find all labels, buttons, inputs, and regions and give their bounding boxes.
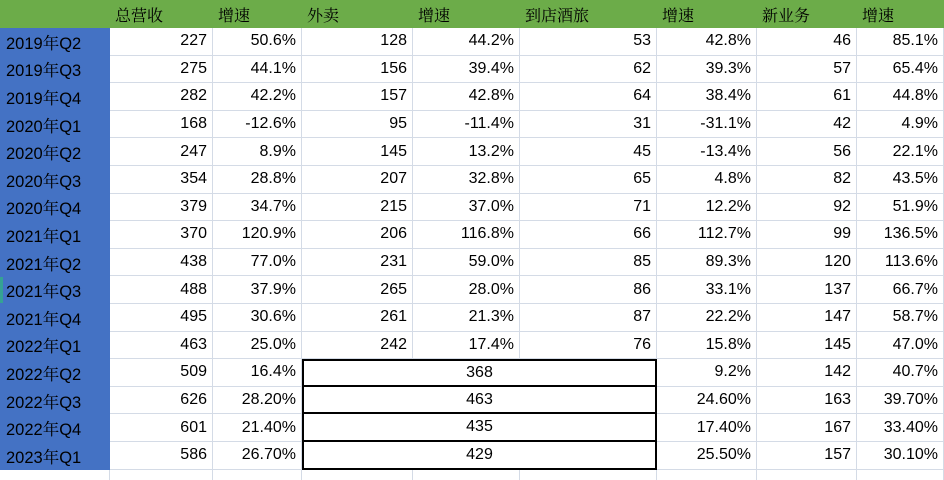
cell[interactable]: 438: [110, 249, 213, 277]
cell[interactable]: 601: [110, 414, 213, 442]
cell[interactable]: 25.50%: [657, 442, 757, 470]
cell[interactable]: 77.0%: [213, 249, 302, 277]
cell[interactable]: 76: [520, 332, 657, 360]
row-header-quarter[interactable]: 2020年Q2: [0, 138, 110, 166]
header-corner-cell[interactable]: [0, 0, 110, 28]
cell[interactable]: 463: [110, 332, 213, 360]
cell[interactable]: 42.8%: [657, 28, 757, 56]
table-row: [0, 83, 944, 111]
merged-cell[interactable]: 429: [302, 442, 657, 470]
cell[interactable]: 163: [757, 387, 857, 415]
cell[interactable]: 33.1%: [657, 276, 757, 304]
cell[interactable]: 157: [757, 442, 857, 470]
cell[interactable]: 17.40%: [657, 414, 757, 442]
cell[interactable]: 92: [757, 194, 857, 222]
cell[interactable]: 22.1%: [857, 138, 944, 166]
cell[interactable]: 44.8%: [857, 83, 944, 111]
table-row: [0, 166, 944, 194]
cell[interactable]: 282: [110, 83, 213, 111]
row-header-quarter[interactable]: 2019年Q4: [0, 83, 110, 111]
cell[interactable]: 45: [520, 138, 657, 166]
table-row: [0, 387, 944, 415]
cell[interactable]: 247: [110, 138, 213, 166]
cell[interactable]: 509: [110, 359, 213, 387]
cell[interactable]: 488: [110, 276, 213, 304]
cell[interactable]: 86: [520, 276, 657, 304]
cell[interactable]: 53: [520, 28, 657, 56]
cell[interactable]: 82: [757, 166, 857, 194]
cell[interactable]: 113.6%: [857, 249, 944, 277]
cell[interactable]: 26.70%: [213, 442, 302, 470]
cell[interactable]: 137: [757, 276, 857, 304]
cell[interactable]: 71: [520, 194, 657, 222]
table-row: [0, 221, 944, 249]
table-row: [0, 304, 944, 332]
cell[interactable]: 33.40%: [857, 414, 944, 442]
header-col-total-revenue[interactable]: 总营收: [110, 0, 213, 28]
cell[interactable]: 39.4%: [413, 56, 520, 84]
cell[interactable]: 31: [520, 111, 657, 139]
empty-cell[interactable]: [520, 470, 657, 480]
cell[interactable]: 64: [520, 83, 657, 111]
cell[interactable]: 145: [302, 138, 413, 166]
cell[interactable]: 95: [302, 111, 413, 139]
cell[interactable]: 66: [520, 221, 657, 249]
cell[interactable]: 50.6%: [213, 28, 302, 56]
cell[interactable]: 30.10%: [857, 442, 944, 470]
cell[interactable]: 157: [302, 83, 413, 111]
cell[interactable]: 21.3%: [413, 304, 520, 332]
row-header-quarter[interactable]: 2020年Q1: [0, 111, 110, 139]
cell[interactable]: 586: [110, 442, 213, 470]
empty-cell[interactable]: [302, 470, 413, 480]
table-row: [0, 111, 944, 139]
row-header-quarter[interactable]: 2020年Q3: [0, 166, 110, 194]
row-header-quarter[interactable]: 2019年Q3: [0, 56, 110, 84]
table-row: [0, 138, 944, 166]
empty-cell[interactable]: [0, 470, 110, 480]
merged-cell[interactable]: 435: [302, 414, 657, 442]
cell[interactable]: 206: [302, 221, 413, 249]
cell[interactable]: 626: [110, 387, 213, 415]
cell[interactable]: 87: [520, 304, 657, 332]
cell[interactable]: 120: [757, 249, 857, 277]
table-row: [0, 56, 944, 84]
header-col-instore-hotel-travel[interactable]: 到店酒旅: [520, 0, 657, 28]
row-header-quarter[interactable]: 2021年Q2: [0, 249, 110, 277]
cell[interactable]: 261: [302, 304, 413, 332]
cell[interactable]: 61: [757, 83, 857, 111]
cell[interactable]: 21.40%: [213, 414, 302, 442]
cell[interactable]: 43.5%: [857, 166, 944, 194]
row-header-quarter[interactable]: 2021年Q1: [0, 221, 110, 249]
cell[interactable]: 57: [757, 56, 857, 84]
header-col-growth-2[interactable]: 增速: [413, 0, 520, 28]
cell[interactable]: 242: [302, 332, 413, 360]
cell[interactable]: 120.9%: [213, 221, 302, 249]
row-header-quarter[interactable]: 2022年Q3: [0, 387, 110, 415]
partial-empty-row: [0, 470, 944, 480]
row-header-quarter[interactable]: 2019年Q2: [0, 28, 110, 56]
cell[interactable]: 40.7%: [857, 359, 944, 387]
row-header-quarter[interactable]: 2022年Q4: [0, 414, 110, 442]
table-row: [0, 249, 944, 277]
cell[interactable]: -11.4%: [413, 111, 520, 139]
empty-cell[interactable]: [110, 470, 213, 480]
cell[interactable]: 51.9%: [857, 194, 944, 222]
table-row: [0, 442, 944, 470]
table-row: [0, 276, 944, 304]
cell[interactable]: 37.9%: [213, 276, 302, 304]
cell[interactable]: 275: [110, 56, 213, 84]
cell[interactable]: 99: [757, 221, 857, 249]
cell[interactable]: 47.0%: [857, 332, 944, 360]
cell[interactable]: 28.20%: [213, 387, 302, 415]
cell[interactable]: 379: [110, 194, 213, 222]
cell[interactable]: 207: [302, 166, 413, 194]
cell[interactable]: 34.7%: [213, 194, 302, 222]
cell[interactable]: 112.7%: [657, 221, 757, 249]
table-row: [0, 359, 944, 387]
cell[interactable]: 38.4%: [657, 83, 757, 111]
cell[interactable]: 59.0%: [413, 249, 520, 277]
cell[interactable]: 42.8%: [413, 83, 520, 111]
cell[interactable]: 17.4%: [413, 332, 520, 360]
cell[interactable]: 231: [302, 249, 413, 277]
cell[interactable]: 4.8%: [657, 166, 757, 194]
cell[interactable]: 25.0%: [213, 332, 302, 360]
cell[interactable]: 16.4%: [213, 359, 302, 387]
cell[interactable]: 28.8%: [213, 166, 302, 194]
cell[interactable]: 85: [520, 249, 657, 277]
cell[interactable]: 32.8%: [413, 166, 520, 194]
cell[interactable]: 116.8%: [413, 221, 520, 249]
empty-cell[interactable]: [213, 470, 302, 480]
row-header-quarter[interactable]: 2022年Q2: [0, 359, 110, 387]
cell[interactable]: 65: [520, 166, 657, 194]
header-col-growth-4[interactable]: 增速: [857, 0, 944, 28]
cell[interactable]: 24.60%: [657, 387, 757, 415]
cell[interactable]: 495: [110, 304, 213, 332]
cell[interactable]: -12.6%: [213, 111, 302, 139]
cell[interactable]: 136.5%: [857, 221, 944, 249]
header-col-growth-3[interactable]: 增速: [657, 0, 757, 28]
cell[interactable]: 215: [302, 194, 413, 222]
cell[interactable]: 8.9%: [213, 138, 302, 166]
cell[interactable]: 37.0%: [413, 194, 520, 222]
row-header-quarter[interactable]: 2021年Q4: [0, 304, 110, 332]
header-col-new-business[interactable]: 新业务: [757, 0, 857, 28]
cell[interactable]: 13.2%: [413, 138, 520, 166]
row-header-quarter[interactable]: 2022年Q1: [0, 332, 110, 360]
table-row: [0, 194, 944, 222]
cell[interactable]: 9.2%: [657, 359, 757, 387]
cell[interactable]: 56: [757, 138, 857, 166]
row-header-quarter[interactable]: 2021年Q3: [0, 276, 110, 304]
cell[interactable]: 42.2%: [213, 83, 302, 111]
cell[interactable]: 12.2%: [657, 194, 757, 222]
teal-marker: [0, 277, 3, 303]
merged-cell[interactable]: 368: [302, 359, 657, 387]
empty-cell[interactable]: [857, 470, 944, 480]
cell[interactable]: 58.7%: [857, 304, 944, 332]
cell[interactable]: 370: [110, 221, 213, 249]
empty-cell[interactable]: [657, 470, 757, 480]
cell[interactable]: 65.4%: [857, 56, 944, 84]
cell[interactable]: 46: [757, 28, 857, 56]
header-col-food-delivery[interactable]: 外卖: [302, 0, 413, 28]
header-row: [0, 0, 944, 28]
cell[interactable]: 147: [757, 304, 857, 332]
empty-cell[interactable]: [413, 470, 520, 480]
cell[interactable]: 354: [110, 166, 213, 194]
cell[interactable]: 42: [757, 111, 857, 139]
row-header-quarter[interactable]: 2020年Q4: [0, 194, 110, 222]
cell[interactable]: 44.2%: [413, 28, 520, 56]
cell[interactable]: 39.3%: [657, 56, 757, 84]
cell[interactable]: 62: [520, 56, 657, 84]
cell[interactable]: 30.6%: [213, 304, 302, 332]
table-row: [0, 332, 944, 360]
table-row: [0, 414, 944, 442]
cell[interactable]: 4.9%: [857, 111, 944, 139]
cell[interactable]: 156: [302, 56, 413, 84]
cell[interactable]: 28.0%: [413, 276, 520, 304]
cell[interactable]: 128: [302, 28, 413, 56]
cell[interactable]: 265: [302, 276, 413, 304]
cell[interactable]: 168: [110, 111, 213, 139]
row-header-quarter[interactable]: 2023年Q1: [0, 442, 110, 470]
cell[interactable]: 15.8%: [657, 332, 757, 360]
cell[interactable]: -31.1%: [657, 111, 757, 139]
cell[interactable]: 145: [757, 332, 857, 360]
header-col-growth-1[interactable]: 增速: [213, 0, 302, 28]
cell[interactable]: 39.70%: [857, 387, 944, 415]
cell[interactable]: 142: [757, 359, 857, 387]
merged-cell[interactable]: 463: [302, 387, 657, 415]
cell[interactable]: -13.4%: [657, 138, 757, 166]
cell[interactable]: 167: [757, 414, 857, 442]
empty-cell[interactable]: [757, 470, 857, 480]
cell[interactable]: 66.7%: [857, 276, 944, 304]
cell[interactable]: 22.2%: [657, 304, 757, 332]
table-row: [0, 28, 944, 56]
cell[interactable]: 85.1%: [857, 28, 944, 56]
cell[interactable]: 89.3%: [657, 249, 757, 277]
cell[interactable]: 44.1%: [213, 56, 302, 84]
cell[interactable]: 227: [110, 28, 213, 56]
